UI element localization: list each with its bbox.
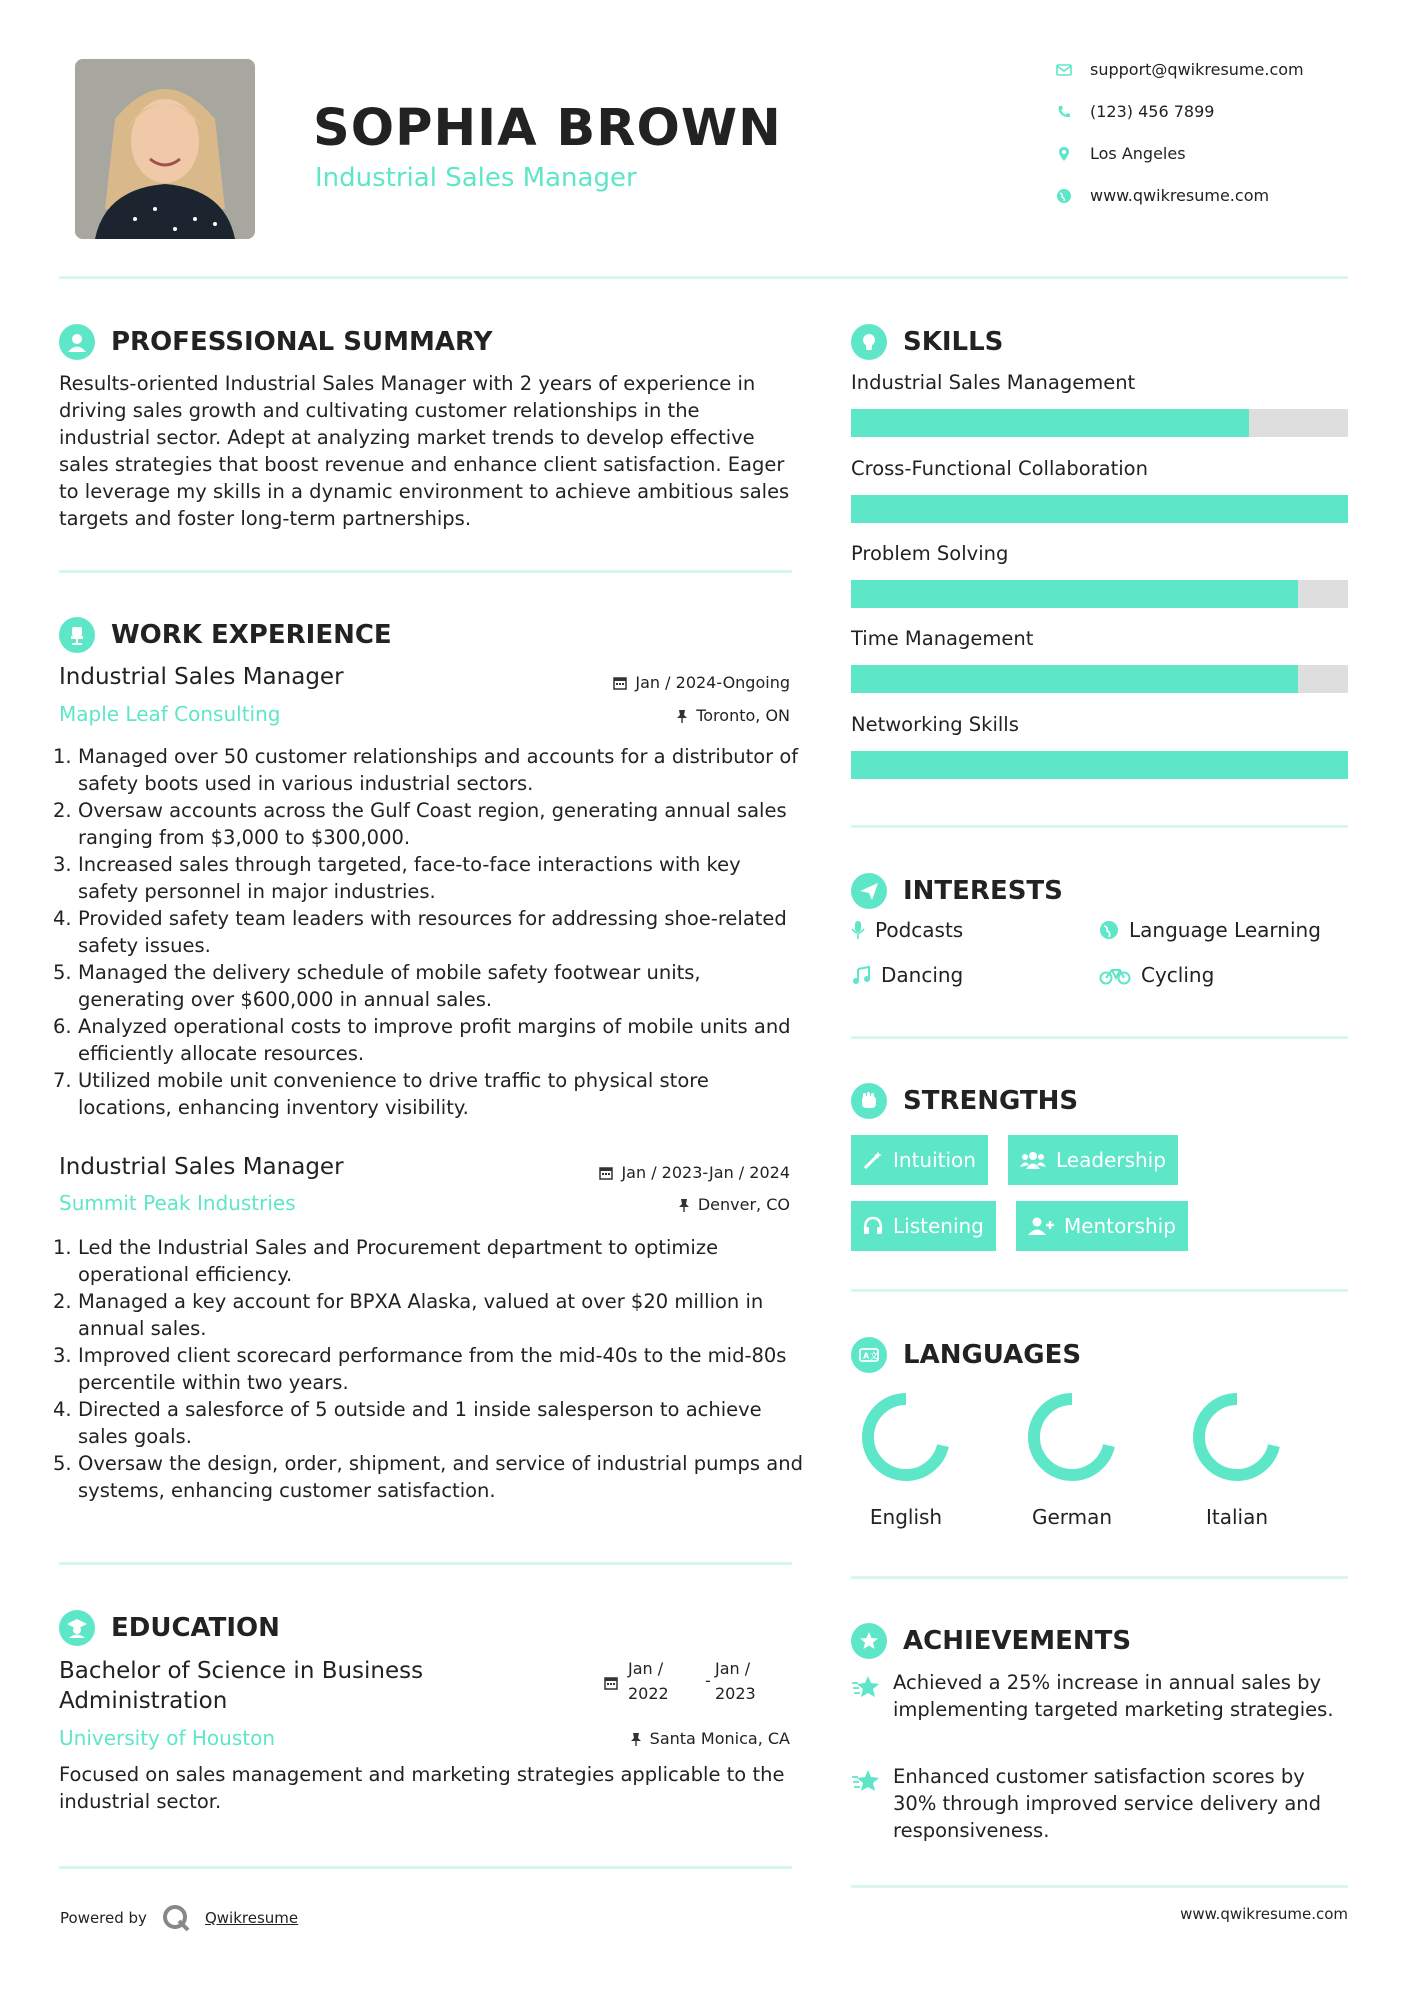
star-icon [851, 1769, 881, 1793]
skill-bar-fill [851, 495, 1348, 523]
skill-name: Time Management [851, 627, 1034, 650]
paper-plane-icon [851, 873, 887, 909]
pin-icon [676, 709, 688, 723]
job-bullets [53, 743, 804, 1121]
list-item: 2. Oversaw accounts across the Gulf Coast region, generating annual sales ranging from $3,000 to $300,000. [53, 799, 787, 849]
list-item: 5. Managed the delivery schedule of mobile safety footwear units, generating over $600,000 in annual sales. [53, 961, 701, 1011]
graduate-icon [59, 1610, 95, 1646]
divider [851, 825, 1348, 828]
headphones-icon [863, 1216, 883, 1236]
language-item [1017, 1390, 1127, 1529]
skill-name: Industrial Sales Management [851, 371, 1136, 394]
skill-bar-fill [851, 409, 1249, 437]
interests-heading: INTERESTS [851, 873, 1063, 909]
divider [59, 1562, 792, 1565]
calendar-icon [604, 1676, 618, 1690]
skill-name: Cross-Functional Collaboration [851, 457, 1148, 480]
strength-tag: Mentorship [1016, 1201, 1188, 1251]
language-label: Italian [1205, 1505, 1269, 1529]
candidate-name: SOPHIA BROWN [313, 99, 782, 158]
language-ring [1182, 1390, 1292, 1490]
phone-icon [1056, 104, 1072, 120]
language-ring [1017, 1390, 1127, 1490]
candidate-role: Industrial Sales Manager [315, 163, 637, 193]
strengths-heading: STRENGTHS [851, 1083, 1078, 1119]
language-label: English [869, 1505, 943, 1529]
skill-bar [851, 665, 1348, 693]
contact-phone[interactable]: (123) 456 7899 [1056, 102, 1214, 121]
achievement-item: Enhanced customer satisfaction scores by 30% through improved service delivery and responsiveness. [851, 1763, 1348, 1844]
brand-link[interactable]: Qwikresume [204, 1909, 299, 1927]
skills-heading: SKILLS [851, 324, 1003, 360]
header-divider [59, 276, 1348, 279]
microphone-icon [851, 920, 865, 940]
contact-location: Los Angeles [1056, 144, 1186, 163]
list-item: 5. Oversaw the design, order, shipment, and service of industrial pumps and systems, enhancing customer satisfaction. [53, 1452, 803, 1502]
contact-email[interactable]: support@qwikresume.com [1056, 60, 1304, 79]
user-plus-icon [1028, 1216, 1054, 1236]
user-icon [59, 324, 95, 360]
skill-bar [851, 751, 1348, 779]
education-date: Jan / 2022 - Jan / 2023 [600, 1656, 795, 1706]
language-ring [851, 1390, 961, 1490]
language-item [1182, 1390, 1292, 1529]
list-item: 7. Utilized mobile unit convenience to drive traffic to physical store locations, enhancing inventory visibility. [53, 1069, 709, 1119]
list-item: 3. Improved client scorecard performance from the mid-40s to the mid-80s percentile within two years. [53, 1344, 787, 1394]
languages-heading: A 文 LANGUAGES [851, 1337, 1081, 1373]
skill-bar-fill [851, 580, 1298, 608]
music-icon [851, 965, 871, 985]
footer-powered: Powered by Qwikresume [60, 1903, 298, 1933]
education-text: Focused on sales management and marketing strategies applicable to the industrial sector. [59, 1763, 785, 1813]
list-item: 4. Directed a salesforce of 5 outside and 1 inside salesperson to achieve sales goals. [53, 1398, 762, 1448]
skill-name: Networking Skills [851, 713, 1019, 736]
divider [59, 1866, 792, 1869]
interest-item: Podcasts [851, 918, 963, 942]
globe-icon [1056, 188, 1072, 204]
pin-icon [630, 1732, 642, 1746]
skill-bar-fill [851, 751, 1348, 779]
list-item: 1. Led the Industrial Sales and Procurement department to optimize operational efficiency. [53, 1236, 719, 1286]
job-date: Jan / 2023-Jan / 2024 [599, 1163, 790, 1182]
list-item: 3. Increased sales through targeted, face-to-face interactions with key safety personnel in major industries. [53, 853, 741, 903]
summary-heading: PROFESSIONAL SUMMARY [59, 324, 492, 360]
job-location: Denver, CO [678, 1195, 790, 1214]
list-item: 1. Managed over 50 customer relationships and accounts for a distributor of safety boots used in various industrial sectors. [53, 745, 799, 795]
language-item [851, 1390, 961, 1529]
magic-wand-icon [863, 1150, 883, 1170]
star-badge-icon [851, 1623, 887, 1659]
company-name: Summit Peak Industries [59, 1191, 296, 1215]
interest-item: Dancing [851, 963, 963, 987]
company-name: Maple Leaf Consulting [59, 702, 281, 726]
job-title: Industrial Sales Manager [59, 664, 344, 690]
calendar-icon [613, 676, 627, 690]
list-item: 6. Analyzed operational costs to improve profit margins of mobile units and efficiently allocate resources. [53, 1015, 791, 1065]
strength-tag: Leadership [1008, 1135, 1178, 1185]
fist-icon [851, 1083, 887, 1119]
profile-photo [75, 59, 255, 239]
job-title: Industrial Sales Manager [59, 1154, 344, 1180]
briefcase-chair-icon [59, 617, 95, 653]
divider [851, 1885, 1348, 1888]
strength-tag: Listening [851, 1201, 996, 1251]
skill-bar-fill [851, 665, 1298, 693]
school-name: University of Houston [59, 1726, 276, 1750]
skill-bar [851, 495, 1348, 523]
education-heading: EDUCATION [59, 1610, 280, 1646]
divider [59, 570, 792, 573]
interest-item: Language Learning [1099, 918, 1321, 942]
users-icon [1020, 1150, 1046, 1170]
degree-title: Bachelor of Science in Business Administration [59, 1658, 424, 1714]
skill-bar [851, 409, 1348, 437]
footer-site[interactable]: www.qwikresume.com [1180, 1905, 1348, 1923]
divider [851, 1576, 1348, 1579]
job-location: Toronto, ON [676, 706, 790, 725]
bicycle-icon [1099, 965, 1131, 985]
pin-icon [678, 1198, 690, 1212]
job-date: Jan / 2024-Ongoing [613, 673, 790, 692]
globe-icon [1099, 920, 1119, 940]
qwikresume-logo-icon [161, 1903, 191, 1933]
strength-tag: Intuition [851, 1135, 988, 1185]
skill-name: Problem Solving [851, 542, 1009, 565]
skill-bar [851, 580, 1348, 608]
language-icon [851, 1337, 887, 1373]
list-item: 2. Managed a key account for BPXA Alaska, valued at over $20 million in annual sales. [53, 1290, 764, 1340]
summary-text: Results-oriented Industrial Sales Manager with 2 years of experience in driving sales growth and cultivating customer relationships in the industrial sector. Adept at analyzing market trends to develop effective sales strategies that boost revenue and enhance client satisfaction. Eager to leverage my skills in a dynamic environment to achieve ambitious sales targets and foster long-term partnerships. [59, 372, 790, 530]
education-location: Santa Monica, CA [630, 1729, 790, 1748]
svg-text:文: 文 [870, 1351, 878, 1361]
star-icon [851, 1675, 881, 1699]
mail-icon [1056, 62, 1072, 78]
job-bullets [53, 1234, 804, 1504]
contact-website[interactable]: www.qwikresume.com [1056, 186, 1269, 205]
languages-list [851, 1390, 1348, 1530]
divider [851, 1036, 1348, 1039]
lightbulb-icon [851, 324, 887, 360]
location-icon [1056, 146, 1072, 162]
experience-heading: WORK EXPERIENCE [59, 617, 392, 653]
achievement-item: Achieved a 25% increase in annual sales by implementing targeted marketing strategies. [851, 1669, 1348, 1723]
calendar-icon [599, 1166, 613, 1180]
svg-text:A: A [863, 1351, 870, 1361]
list-item: 4. Provided safety team leaders with resources for addressing shoe-related safety issues. [53, 907, 787, 957]
achievements-heading: ACHIEVEMENTS [851, 1623, 1131, 1659]
interest-item: Cycling [1099, 963, 1214, 987]
language-label: German [1031, 1505, 1113, 1529]
divider [851, 1289, 1348, 1292]
